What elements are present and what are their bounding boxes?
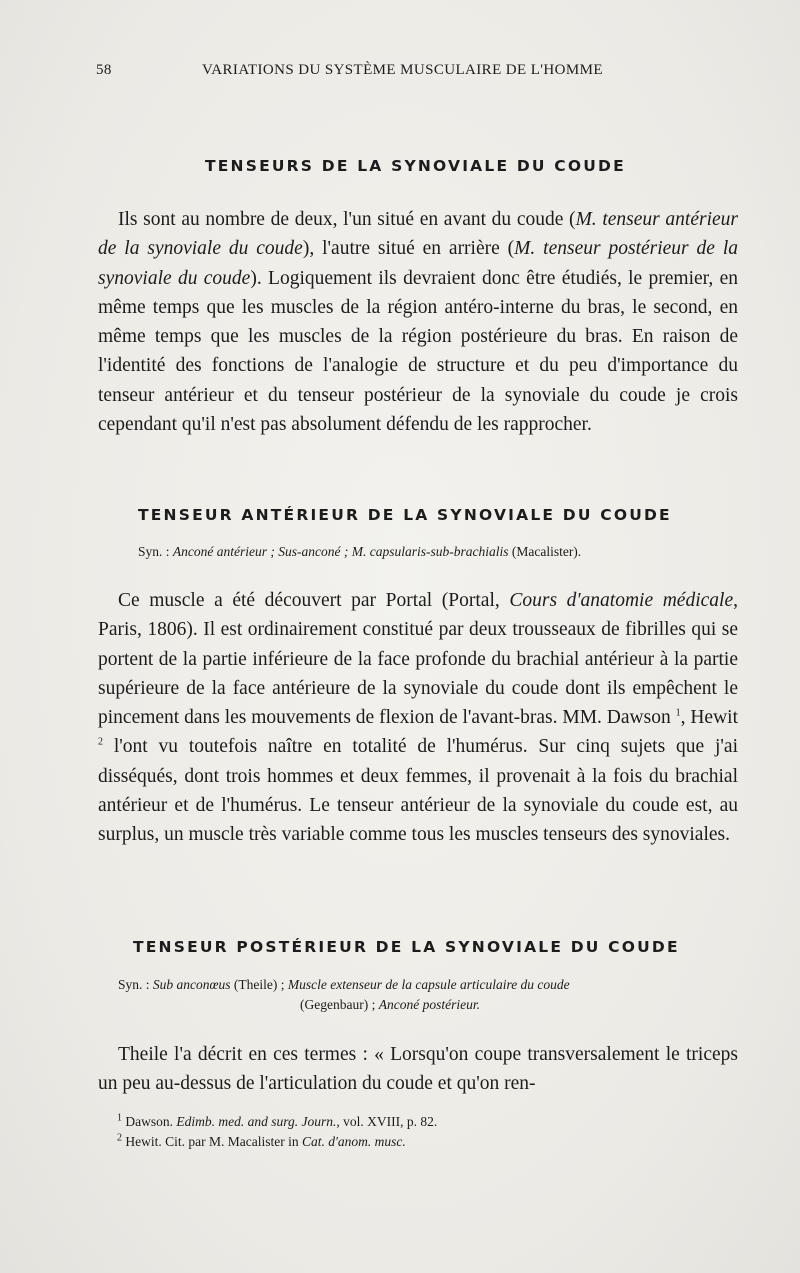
footnote-ref-1: 1 [675, 707, 681, 719]
synonyms-posterieur-line1: Syn. : Sub anconœus (Theile) ; Muscle extenseur de la capsule articulaire du coude [118, 977, 570, 992]
paragraph-intro: Ils sont au nombre de deux, l'un situé en avant du coude (M. tenseur antérieur de la synoviale du coude), l'autre situé en arrière (M. tenseur postérieur de la synoviale du coude). Logiquement ils devraient donc être étudiés, le premier, en même temps que les muscles de la région antéro-interne du bras, le second, en même temps que les muscles de la région postérieure du bras. En raison de l'identité des fonctions de l'analogie de structure et du peu d'importance du tenseur antérieur et du tenseur postérieur de la synoviale du coude je crois cependant qu'il n'est pas absolument défendu de les rapprocher. [98, 209, 738, 436]
paragraph-anterieur: Ce muscle a été découvert par Portal (Portal, Cours d'anatomie médicale, Paris, 1806). Il est ordinairement constitué par deux trousseaux de fibrilles qui se portent de la partie inférieure de la face profonde du brachial antérieur à la partie supérieure de la face antérieure de la synoviale du coude dont ils empêchent le pincement dans les mouvements de flexion de l'avant-bras. MM. Dawson $^1$, Hewit $^2$ l'ont vu toutefois naître en totalité de l'humérus. Sur cinq sujets que j'ai disséqués, dont trois hommes et deux femmes, il provenait à la fois du brachial antérieur et de l'humérus. Le tenseur antérieur de la synoviale du coude est, au surplus, un muscle très variable comme tous les muscles tenseurs des synoviales. [98, 590, 739, 846]
paragraph-posterieur: Theile l'a décrit en ces termes : « Lorsqu'on coupe transversalement le triceps un peu au-dessus de l'articulation du coude et qu'on ren- [98, 1044, 738, 1095]
footnotes [117, 1112, 677, 1152]
section-title-tenseurs: TENSEURS DE LA SYNOVIALE DU COUDE [205, 157, 626, 175]
page-number: 58 [96, 62, 112, 78]
running-header [96, 62, 636, 84]
footnote-2: $^2$ Hewit. Cit. par M. Macalister in Cat. d'anom. musc. [117, 1132, 406, 1149]
footnote-ref-2: 2 [98, 736, 103, 748]
section-title-tenseur-anterieur: TENSEUR ANTÉRIEUR DE LA SYNOVIALE DU COUDE [138, 506, 672, 524]
section-title-tenseur-posterieur: TENSEUR POSTÉRIEUR DE LA SYNOVIALE DU COUDE [133, 938, 680, 956]
footnote-1: $^1$ Dawson. Edimb. med. and surg. Journ., vol. XVIII, p. 82. [117, 1112, 438, 1129]
synonyms-posterieur-line2: (Gegenbaur) ; Anconé postérieur. [300, 997, 480, 1012]
running-title: VARIATIONS DU SYSTÈME MUSCULAIRE DE L'HOMME [202, 62, 603, 78]
synonyms-anterieur: Syn. : Anconé antérieur ; Sus-anconé ; M. capsularis-sub-brachialis (Macalister). [138, 544, 582, 559]
